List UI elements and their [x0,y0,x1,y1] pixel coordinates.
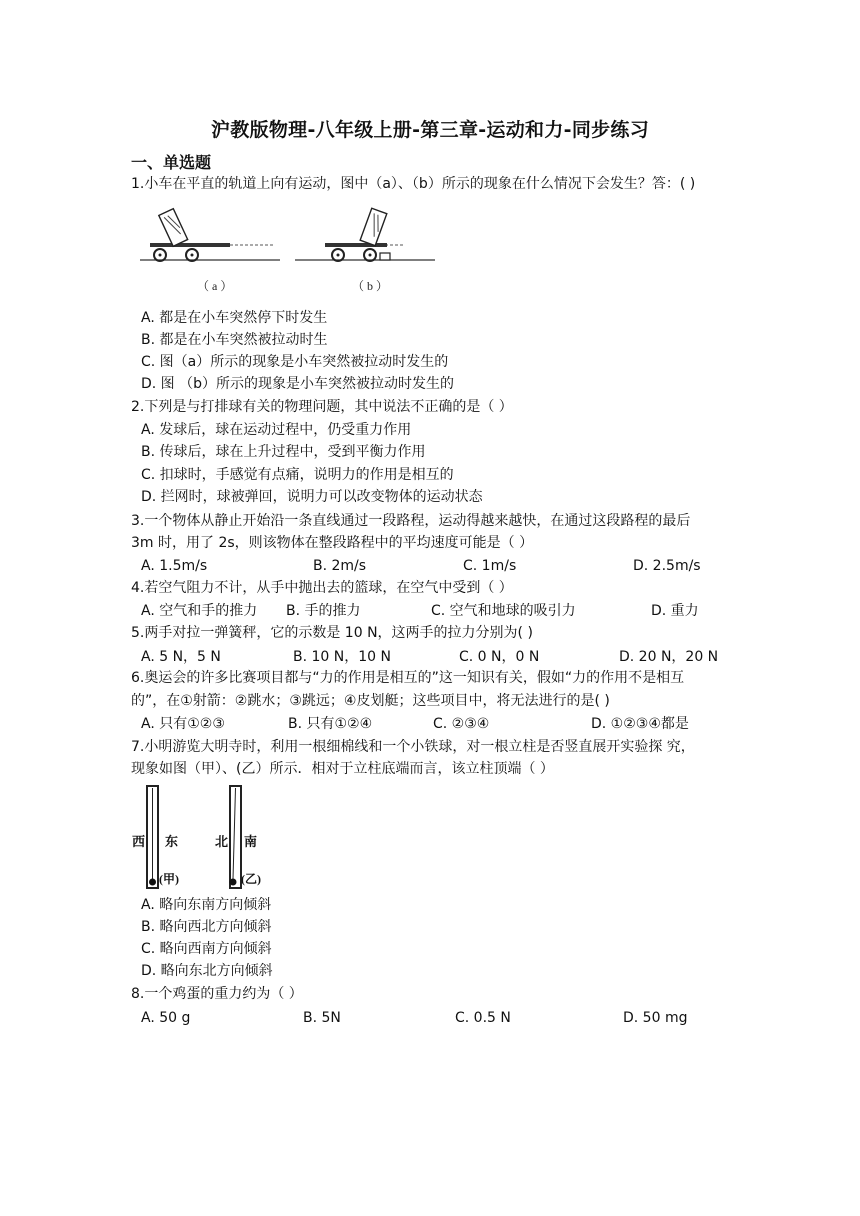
question-5-stem: 5.两手对拉一弹簧秤，它的示数是 10 N，这两手的拉力分别为( ) [131,625,533,641]
pillar-yi-illustration [215,786,261,888]
q5-option-a: A. 5 N，5 N [141,649,221,665]
question-3-stem-line1: 3.一个物体从静止开始沿一条直线通过一段路程，运动得越来越快，在通过这段路程的最后 [131,513,691,529]
q4-option-d: D. 重力 [651,603,699,619]
pillar-jia-label: (甲) [159,872,179,886]
q4-option-a: A. 空气和手的推力 [141,603,258,619]
question-4-stem: 4.若空气阻力不计，从手中抛出去的篮球，在空气中受到（ ） [131,580,513,596]
q8-option-c: C. 0.5 N [455,1010,511,1026]
q8-option-b: B. 5N [303,1010,341,1026]
q5-option-b: B. 10 N，10 N [293,649,391,665]
question-8-stem: 8.一个鸡蛋的重力约为（ ） [131,986,303,1002]
q7-option-d: D. 略向东北方向倾斜 [141,963,273,979]
q8-option-a: A. 50 g [141,1010,191,1026]
cart-a-illustration [140,209,280,293]
q4-option-c: C. 空气和地球的吸引力 [431,603,576,619]
q1-option-c: C. 图（a）所示的现象是小车突然被拉动时发生的 [141,354,449,370]
pillar-yi-label: (乙) [241,872,261,886]
cart-b-illustration [295,208,435,293]
q6-option-b: B. 只有①②④ [288,716,373,732]
question-7-stem-line1: 7.小明游览大明寺时，利用一根细棉线和一个小铁球，对一根立柱是否竖直展开实验探 究， [131,739,695,755]
q3-option-d: D. 2.5m/s [633,558,701,574]
q3-option-c: C. 1m/s [463,558,517,574]
q2-option-c: C. 扣球时，手感觉有点痛，说明力的作用是相互的 [141,467,454,483]
fig-b-label: （ b ） [352,279,389,293]
q8-option-d: D. 50 mg [623,1010,688,1026]
question-6-stem-line2: 的”，在①射箭：②跳水；③跳远；④皮划艇；这些项目中，将无法进行的是( ) [131,693,610,709]
pillar-yi-north-label: 北 [215,834,229,849]
q2-option-b: B. 传球后，球在上升过程中，受到平衡力作用 [141,444,426,460]
q5-option-d: D. 20 N，20 N [619,649,719,665]
question-2-stem: 2.下列是与打排球有关的物理问题，其中说法不正确的是（ ） [131,399,513,415]
q6-option-c: C. ②③④ [433,716,490,732]
q3-option-b: B. 2m/s [313,558,367,574]
pillar-jia-west-label: 西 [132,834,146,849]
q3-option-a: A. 1.5m/s [141,558,208,574]
q4-option-b: B. 手的推力 [286,603,361,619]
q5-option-c: C. 0 N，0 N [459,649,540,665]
pillar-jia-east-label: 东 [165,834,179,849]
question-3-stem-line2: 3m 时，用了 2s，则该物体在整段路程中的平均速度可能是（ ） [131,535,534,551]
section-heading: 一、单选题 [131,153,212,172]
q6-option-d: D. ①②③④都是 [591,716,689,732]
question-1-stem: 1.小车在平直的轨道上向有运动，图中（a）、（b）所示的现象在什么情况下会发生？答：( ) [131,176,696,192]
question-7-stem-line2: 现象如图（甲）、(乙）所示．相对于立柱底端而言，该立柱顶端（ ） [131,761,554,777]
q7-option-c: C. 略向西南方向倾斜 [141,941,272,957]
q2-option-a: A. 发球后，球在运动过程中，仍受重力作用 [141,422,412,438]
pillar-jia-illustration [132,786,179,888]
q7-option-a: A. 略向东南方向倾斜 [141,897,272,913]
question-6-stem-line1: 6.奥运会的许多比赛项目都与“力的作用是相互的”这一知识有关，假如“力的作用不是相互 [131,670,685,686]
cart-figure [140,205,435,297]
fig-a-label: （ a ） [197,279,233,293]
page-title: 沪教版物理-八年级上册-第三章-运动和力-同步练习 [210,119,650,141]
q1-option-b: B. 都是在小车突然被拉动时生 [141,332,328,348]
q1-option-d: D. 图 （b）所示的现象是小车突然被拉动时发生的 [141,376,455,392]
pillar-figure [131,784,281,891]
q2-option-d: D. 拦网时，球被弹回，说明力可以改变物体的运动状态 [141,489,483,505]
q7-option-b: B. 略向西北方向倾斜 [141,919,272,935]
q1-option-a: A. 都是在小车突然停下时发生 [141,310,328,326]
q6-option-a: A. 只有①②③ [141,716,225,732]
pillar-yi-south-label: 南 [244,834,258,849]
